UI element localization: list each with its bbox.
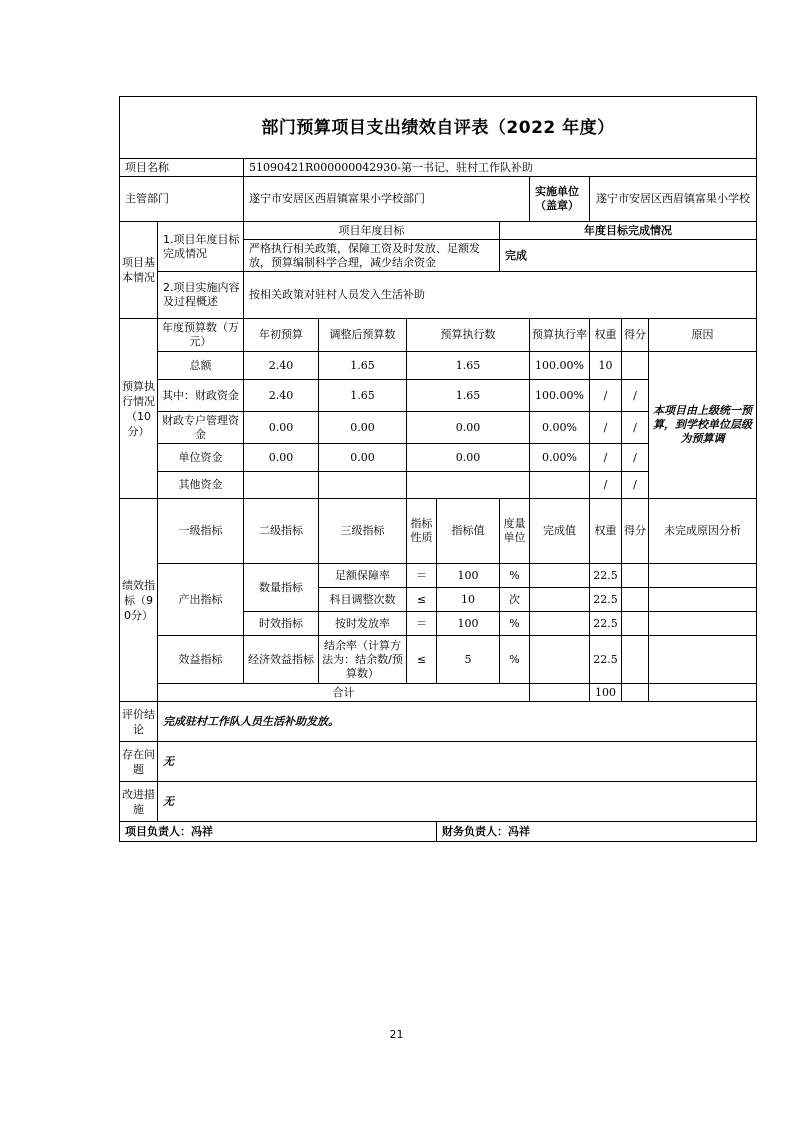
dept-value: 遂宁市安居区西眉镇富果小学校部门 [244,177,530,222]
perf-row-done [530,588,590,612]
problem-label: 存在问题 [120,742,158,782]
total-label: 合计 [158,684,530,702]
perf-header-unit: 度量单位 [500,499,530,564]
goal-header: 项目年度目标 [244,222,500,240]
budget-row-weight: / [590,380,622,412]
perf-row-nature: ＝ [407,612,437,636]
completion-header: 年度目标完成情况 [500,222,757,240]
quantity-indicator-label: 数量指标 [244,564,319,612]
perf-row-unit: % [500,612,530,636]
perf-header-level3: 三级指标 [319,499,407,564]
budget-row-initial: 2.40 [244,352,319,380]
goal-label: 1.项目年度目标完成情况 [158,222,244,272]
completion-text: 完成 [500,240,757,272]
budget-header-annual: 年度预算数（万元） [158,319,244,352]
perf-row-nature: ＝ [407,564,437,588]
evaluation-sheet [119,96,756,842]
total-reason [649,684,757,702]
budget-row-rate: 100.00% [530,352,590,380]
problem-text: 无 [158,742,757,782]
budget-row-initial: 2.40 [244,380,319,412]
project-name-label: 项目名称 [120,159,244,177]
budget-row-score [622,352,649,380]
budget-row-name: 单位资金 [158,444,244,472]
page-title: 部门预算项目支出绩效自评表（2022 年度） [120,97,757,159]
perf-header-done: 完成值 [530,499,590,564]
budget-row-rate [530,472,590,499]
budget-header-rate: 预算执行率 [530,319,590,352]
budget-row-adjusted [319,472,407,499]
budget-row-initial [244,472,319,499]
budget-row-score: / [622,412,649,444]
evaluation-table [119,96,757,842]
perf-row-level3: 按时发放率 [319,612,407,636]
perf-header-weight: 权重 [590,499,622,564]
budget-row-score: / [622,472,649,499]
goal-text: 严格执行相关政策，保障工资及时发放、足额发放，预算编制科学合理，减少结余资金 [244,240,500,272]
budget-row-executed: 0.00 [407,444,530,472]
budget-row-initial: 0.00 [244,444,319,472]
perf-row-done [530,636,590,684]
total-done [530,684,590,702]
budget-row-executed: 1.65 [407,352,530,380]
budget-row-weight: / [590,412,622,444]
budget-row-score: / [622,380,649,412]
perf-header-level2: 二级指标 [244,499,319,564]
budget-header-adjusted: 调整后预算数 [319,319,407,352]
perf-header-nature: 指标性质 [407,499,437,564]
perf-row-level3: 科目调整次数 [319,588,407,612]
budget-row-rate: 0.00% [530,444,590,472]
perf-row-unit: % [500,564,530,588]
perf-row-score [622,588,649,612]
page-number: 21 [389,1028,404,1041]
output-indicator-label: 产出指标 [158,564,244,636]
perf-row-reason [649,636,757,684]
perf-row-weight: 22.5 [590,612,622,636]
budget-row-adjusted: 0.00 [319,444,407,472]
budget-row-rate: 100.00% [530,380,590,412]
performance-section-label: 绩效指标（90分） [120,499,158,702]
perf-row-weight: 22.5 [590,564,622,588]
perf-row-reason [649,612,757,636]
budget-row-weight: / [590,472,622,499]
perf-row-reason [649,564,757,588]
perf-row-score [622,636,649,684]
budget-row-initial: 0.00 [244,412,319,444]
table-row [120,352,757,380]
total-weight: 100 [590,684,622,702]
perf-row-level3: 足额保障率 [319,564,407,588]
budget-row-weight: 10 [590,352,622,380]
perf-header-reason: 未完成原因分析 [649,499,757,564]
budget-row-name: 财政专户管理资金 [158,412,244,444]
perf-row-nature: ≤ [407,588,437,612]
conclusion-text: 完成驻村工作队人员生活补助发放。 [158,702,757,742]
budget-header-reason: 原因 [649,319,757,352]
dept-label: 主管部门 [120,177,244,222]
perf-row-done [530,612,590,636]
economic-indicator-label: 经济效益指标 [244,636,319,684]
table-row [120,564,757,588]
budget-header-initial: 年初预算 [244,319,319,352]
budget-row-adjusted: 0.00 [319,412,407,444]
perf-row-nature: ≤ [407,636,437,684]
perf-row-value: 100 [437,612,500,636]
perf-row-weight: 22.5 [590,636,622,684]
table-row [120,636,757,684]
measure-text: 无 [158,782,757,822]
budget-row-rate: 0.00% [530,412,590,444]
budget-row-name: 总额 [158,352,244,380]
budget-row-executed [407,472,530,499]
conclusion-label: 评价结论 [120,702,158,742]
perf-header-score: 得分 [622,499,649,564]
budget-row-adjusted: 1.65 [319,352,407,380]
benefit-indicator-label: 效益指标 [158,636,244,684]
perf-row-reason [649,588,757,612]
impl-unit-value: 遂宁市安居区西眉镇富果小学校 [590,177,757,222]
project-lead: 项目负责人：冯祥 [120,822,437,842]
budget-section-label: 预算执行情况（10分） [120,319,158,499]
perf-row-done [530,564,590,588]
budget-row-name: 其他资金 [158,472,244,499]
impl-unit-label: 实施单位（盖章） [530,177,590,222]
measure-label: 改进措施 [120,782,158,822]
project-name-value: 51090421R000000042930-第一书记、驻村工作队补助 [244,159,757,177]
perf-row-unit: % [500,636,530,684]
timeliness-indicator-label: 时效指标 [244,612,319,636]
budget-row-executed: 1.65 [407,380,530,412]
budget-header-weight: 权重 [590,319,622,352]
perf-row-value: 5 [437,636,500,684]
budget-row-name: 其中：财政资金 [158,380,244,412]
perf-row-value: 100 [437,564,500,588]
perf-row-value: 10 [437,588,500,612]
perf-header-level1: 一级指标 [158,499,244,564]
budget-reason-text: 本项目由上级统一预算，到学校单位层级为预算调 [649,352,757,499]
budget-row-score: / [622,444,649,472]
perf-row-score [622,612,649,636]
perf-row-level3: 结余率（计算方法为：结余数/预算数） [319,636,407,684]
budget-row-weight: / [590,444,622,472]
budget-row-executed: 0.00 [407,412,530,444]
perf-row-unit: 次 [500,588,530,612]
total-score [622,684,649,702]
budget-header-executed: 预算执行数 [407,319,530,352]
perf-row-score [622,564,649,588]
budget-header-score: 得分 [622,319,649,352]
perf-header-value: 指标值 [437,499,500,564]
content-text: 按相关政策对驻村人员发入生活补助 [244,272,757,319]
perf-row-weight: 22.5 [590,588,622,612]
situation-section-label: 项目基本情况 [120,222,158,319]
content-label: 2.项目实施内容及过程概述 [158,272,244,319]
budget-row-adjusted: 1.65 [319,380,407,412]
finance-lead: 财务负责人：冯祥 [437,822,757,842]
